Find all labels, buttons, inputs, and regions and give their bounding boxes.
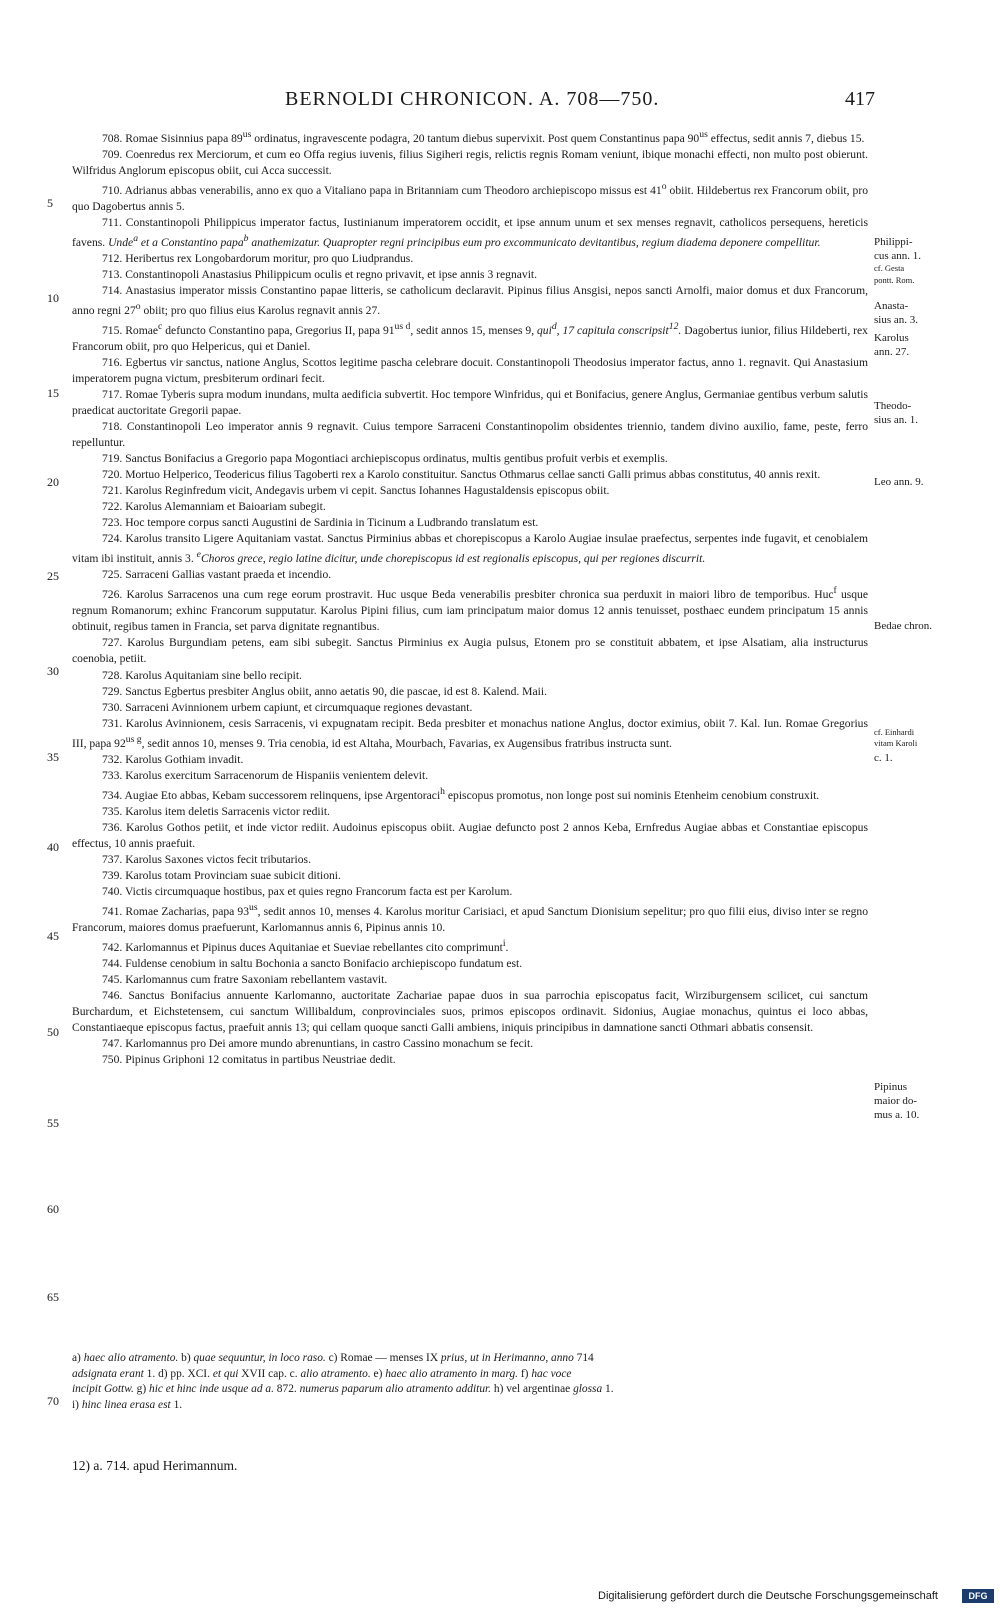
margin-note: Bedae chron. bbox=[874, 620, 933, 632]
footnote-line: adsignata erant 1. d) pp. XCI. et qui XVII cap. c. alio atramento. e) haec alio atramento in marg. f) hac voce bbox=[72, 1367, 572, 1380]
chronicle-entry: 732. Karolus Gothiam invadit. bbox=[102, 752, 244, 766]
chronicle-entry: 730. Sarraceni Avinnionem urbem capiunt, et circumquaque regiones devastant. bbox=[102, 700, 473, 714]
footnotes bbox=[72, 1351, 868, 1413]
running-header bbox=[75, 88, 875, 118]
source-note: 12) a. 714. apud Herimannum. bbox=[72, 1458, 238, 1473]
chronicle-entry: 741. Romae Zacharias, papa $93^{us}$, sedit annos 10, menses 4. Karolus moritur Carisiaci, et apud Sanctum Dionisium sepelitur; pro quo filii eius, diviso inter se regno Francorum, maiores domus praefuerunt, Karlomannus annis 6, Pipinus annis 10. bbox=[72, 901, 869, 934]
line-number: 40 bbox=[47, 840, 59, 854]
chronicle-entry: 734. Augiae Eto abbas, Kebam successorem relinquens, ipse Argentoraci$^h$ episcopus promotus, non longe post sui nominis Etenheim cenobium construxit. bbox=[102, 785, 820, 802]
margin-note: vitam Karoli bbox=[874, 738, 918, 748]
line-number: 10 bbox=[47, 291, 59, 305]
margin-note: Anasta- bbox=[874, 300, 909, 312]
chronicle-entry: 731. Karolus Avinnionem, cesis Sarracenis, vi expugnatam recipit. Beda presbiter et monachus natione Anglus, doctor eximius, obiit 7. Kal. Iun. Romae Gregorius III, papa $92^{us g}$, sedit annos 10, menses 9. Tria cenobia, id est Altaha, Mourbach, Favarias, ex Augensibus fratribus instructa sunt. bbox=[72, 716, 868, 750]
line-numbers bbox=[0, 0, 59, 1610]
chronicle-entry: 711. Constantinopoli Philippicus imperator factus, Iustinianum imperatorem occidit, et ipse annum unum et sex menses regnavit, catholicos persequens, hereticis favens. Unde$^a$ et a Constantino papa$^b$ anathemizatur. Quapropter regni principibus eum pro excommunicato devitantibus, regium diadema deponere compellitur. bbox=[72, 215, 868, 249]
line-number: 35 bbox=[47, 750, 59, 764]
footnote-line: a) haec alio atramento. b) quae sequuntur, in loco raso. c) Romae — menses IX prius, ut in Herimanno, anno 714 bbox=[72, 1352, 594, 1364]
chronicle-entry: 735. Karolus item deletis Sarracenis victor rediit. bbox=[102, 804, 330, 818]
margin-note: Pipinus bbox=[874, 1081, 908, 1093]
line-number: 5 bbox=[47, 196, 53, 210]
chronicle-entry: 723. Hoc tempore corpus sancti Augustini de Sardinia in Ticinum a Ludbrando translatum est. bbox=[102, 516, 539, 530]
margin-note: c. 1. bbox=[874, 752, 893, 764]
margin-note: sius an. 1. bbox=[874, 414, 918, 426]
margin-note: sius an. 3. bbox=[874, 314, 918, 326]
chronicle-entry: 712. Heribertus rex Longobardorum moritur, pro quo Liudprandus. bbox=[102, 251, 414, 265]
chronicle-entry: 747. Karlomannus pro Dei amore mundo abrenuntians, in castro Cassino monachum se fecit. bbox=[102, 1036, 534, 1050]
footnote-line: incipit Gottw. g) hic et hinc inde usque ad a. 872. numerus paparum alio atramento additur. h) vel argentinae glossa 1. bbox=[72, 1383, 614, 1395]
chronicle-entry: 724. Karolus transito Ligere Aquitaniam vastat. Sanctus Pirminius abbas et chorepiscopus a Karolo Augiae insulae praefectus, serpentes inde fugavit, et cenobialem vitam ibi instituit, annis 3. $^e$Choros grece, regio latine dicitur, unde chorepiscopus id est regionalis episcopus, qui per regiones discurrit. bbox=[72, 532, 868, 566]
chronicle-entry: 709. Coenredus rex Merciorum, et cum eo Offa regius iuvenis, filius Sigiheri regis, relictis regnis Romam veniunt, ibique monachi effecti, non multo post obierunt. Wilfridus Anglorum episcopus obiit, cui Acca successit. bbox=[72, 147, 868, 177]
margin-note: cf. Einhardi bbox=[874, 727, 915, 737]
margin-notes bbox=[870, 0, 960, 1610]
chronicle-entry: 733. Karolus exercitum Sarracenorum de Hispaniis venientem delevit. bbox=[102, 768, 429, 782]
chronicle-entry: 713. Constantinopoli Anastasius Philippicum oculis et regno privavit, et ipse annis 3 regnavit. bbox=[102, 267, 538, 281]
chronicle-entry: 719. Sanctus Bonifacius a Gregorio papa Mogontiaci archiepiscopus ordinatus, multis gentibus profuit verbis et exemplis. bbox=[102, 452, 668, 466]
margin-note: cus ann. 1. bbox=[874, 250, 922, 262]
chronicle-entry: 728. Karolus Aquitaniam sine bello recipit. bbox=[102, 668, 302, 682]
chronicle-entry: 744. Fuldense cenobium in saltu Bochonia a sancto Bonifacio archiepiscopo fundatum est. bbox=[102, 956, 523, 970]
chronicle-entry: 745. Karlomannus cum fratre Saxoniam rebellantem vastavit. bbox=[102, 972, 388, 986]
chronicle-entry: 729. Sanctus Egbertus presbiter Anglus obiit, anno aetatis 90, die pascae, id est 8. Kalend. Maii. bbox=[102, 684, 547, 698]
margin-note: maior do- bbox=[874, 1095, 918, 1107]
margin-note: Karolus bbox=[874, 332, 909, 344]
chronicle-entry: 737. Karolus Saxones victos fecit tributarios. bbox=[102, 852, 311, 866]
chronicle-entry: 726. Karolus Sarracenos una cum rege eorum prostravit. Huc usque Beda venerabilis presbiter chronica sua perduxit in maiori libro de temporibus. Huc$^f$ usque regnum Romanorum; exhinc Francorum supputatur. Karolus Pipini filius, cum iam principatum maior domus 12 annis tenuisset, posthaec eundem principatum 15 annis obtinuit, regibus tamen in Francia, set parva dignitate regnantibus. bbox=[72, 585, 869, 634]
chronicle-entry: 746. Sanctus Bonifacius annuente Karlomanno, auctoritate Zachariae papae duos in sua parrochia episcopatus facit, Wirziburgensem scilicet, cui sanctum Burchardum, et Eichstetensem, cui sanctum Willibaldum, conprovinciales suos, primos episcopos ordinavit. Sidonius, Augiae monachus, quintus ei loco abbas, Constantiaeque episcopus factus, praefuit annis 13; qui cellam quoque sancti Galli ambiens, iniquis principibus in damnatione sancti Othmari abbatis consensit. bbox=[72, 988, 868, 1034]
chronicle-entry: 716. Egbertus vir sanctus, natione Anglus, Scottos legitime pascha celebrare docuit. Constantinopoli Theodosius imperator factus, anno 1. regnavit. Qui Anastasium imperatorem pugna victum, presbiterum ordinari fecit. bbox=[72, 355, 868, 385]
line-number: 20 bbox=[47, 475, 59, 489]
line-number: 25 bbox=[47, 569, 59, 583]
chronicle-entry: 739. Karolus totam Provinciam suae subicit ditioni. bbox=[102, 868, 341, 882]
chronicle-entry: 717. Romae Tyberis supra modum inundans, multa aedificia subvertit. Hoc tempore Winfridus, qui et Bonifacius, genere Anglus, Germaniae gentibus verbum salutis praedicat auctoritate Gregorii papae. bbox=[72, 388, 868, 418]
chronicle-entry: 720. Mortuo Helperico, Teodericus filius Tagoberti rex a Karolo constituitur. Sanctus Othmarus cellae sancti Galli primus abbas constitutus, 40 annis rexit. bbox=[102, 468, 821, 482]
line-number: 30 bbox=[47, 664, 59, 678]
chronicle-entry: 750. Pipinus Griphoni 12 comitatus in partibus Neustriae dedit. bbox=[102, 1053, 396, 1067]
chronicle-entry: 710. Adrianus abbas venerabilis, anno ex quo a Vitaliano papa in Britanniam cum Theodoro archiepiscopo missus est 41$^o$ obiit. Hildebertus rex Francorum obiit, pro quo Dagobertus annis 5. bbox=[72, 181, 868, 213]
line-number: 15 bbox=[47, 386, 59, 400]
margin-note: Leo ann. 9. bbox=[874, 476, 924, 488]
dfg-logo: DFG bbox=[962, 1589, 994, 1603]
footnote-line: i) hinc linea erasa est 1. bbox=[72, 1398, 183, 1411]
line-number: 65 bbox=[47, 1290, 59, 1304]
line-number: 70 bbox=[47, 1394, 59, 1408]
line-number: 45 bbox=[47, 929, 59, 943]
chronicle-entry: 725. Sarraceni Gallias vastant praeda et incendio. bbox=[102, 568, 332, 582]
margin-note: cf. Gesta bbox=[874, 263, 905, 273]
chronicle-entry: 714. Anastasius imperator missis Constantino papae litteris, se catholicum declaravit. Pipinus filius Ansgisi, nepos sancti Arnolfi, maior domus et dux Francorum, anno regni 27$^o$ obiit; pro quo filius eius Karolus regnavit annis 27. bbox=[72, 284, 868, 317]
chronicle-entry: 715. Romae$^c$ defuncto Constantino papa, Gregorius II, papa $91^{us d}$, sedit annos 15, menses 9, qui$^d$, 17 capitula conscripsit$^{12}$. Dagobertus iunior, filius Hildeberti, rex Francorum obiit, pro quo Helpericus, qui et Daniel. bbox=[72, 320, 868, 353]
line-number: 60 bbox=[47, 1202, 59, 1216]
chronicle-entry: 740. Victis circumquaque hostibus, pax et quies regno Francorum facta est per Karolum. bbox=[102, 884, 513, 898]
chronicle-body bbox=[72, 127, 868, 1068]
digitization-credit: Digitalisierung gefördert durch die Deutsche Forschungsgemeinschaft bbox=[598, 1590, 938, 1602]
chronicle-entry: 736. Karolus Gothos petiit, et inde victor rediit. Audoinus episcopus obiit. Augiae defuncto post 2 annos Keba, Ernfredus Augiae abbas et Constantiae episcopus effectus, 10 annis praefuit. bbox=[72, 820, 868, 850]
margin-note: Theodo- bbox=[874, 400, 912, 412]
line-number: 50 bbox=[47, 1025, 59, 1039]
chronicle-entry: 718. Constantinopoli Leo imperator annis 9 regnavit. Cuius tempore Sarraceni Constantinopolim obsidentes triennio, tandem divino auxilio, fame, peste, ferro repelluntur. bbox=[72, 420, 868, 450]
chronicle-entry: 722. Karolus Alemanniam et Baioariam subegit. bbox=[102, 500, 326, 514]
margin-note: ann. 27. bbox=[874, 346, 910, 358]
line-number: 55 bbox=[47, 1116, 59, 1130]
chronicle-entry: 708. Romae Sisinnius papa $89^{us}$ ordinatus, ingravescente podagra, 20 tantum diebus supervixit. Post quem Constantinus papa $90^{us}$ effectus, sedit annis 7, diebus 15. bbox=[102, 129, 865, 145]
margin-note: pontt. Rom. bbox=[874, 275, 915, 285]
margin-note: mus a. 10. bbox=[874, 1109, 920, 1121]
chronicle-entry: 727. Karolus Burgundiam petens, eam sibi subegit. Sanctus Pirminius ex Augia pulsus, Etonem pro se constituit abbatem, et ipse Alsatiam, alia instructurus coenobia, petiit. bbox=[72, 636, 868, 666]
running-title: BERNOLDI CHRONICON. A. 708—750. bbox=[285, 88, 660, 110]
chronicle-entry: 742. Karlomannus et Pipinus duces Aquitaniae et Sueviae rebellantes cito comprimunt$^i$. bbox=[102, 937, 509, 954]
page-number: 417 bbox=[845, 88, 875, 110]
margin-note: Philippi- bbox=[874, 236, 913, 248]
chronicle-entry: 721. Karolus Reginfredum vicit, Andegavis urbem vi cepit. Sanctus Iohannes Hagustaldensis episcopus obiit. bbox=[102, 484, 610, 498]
